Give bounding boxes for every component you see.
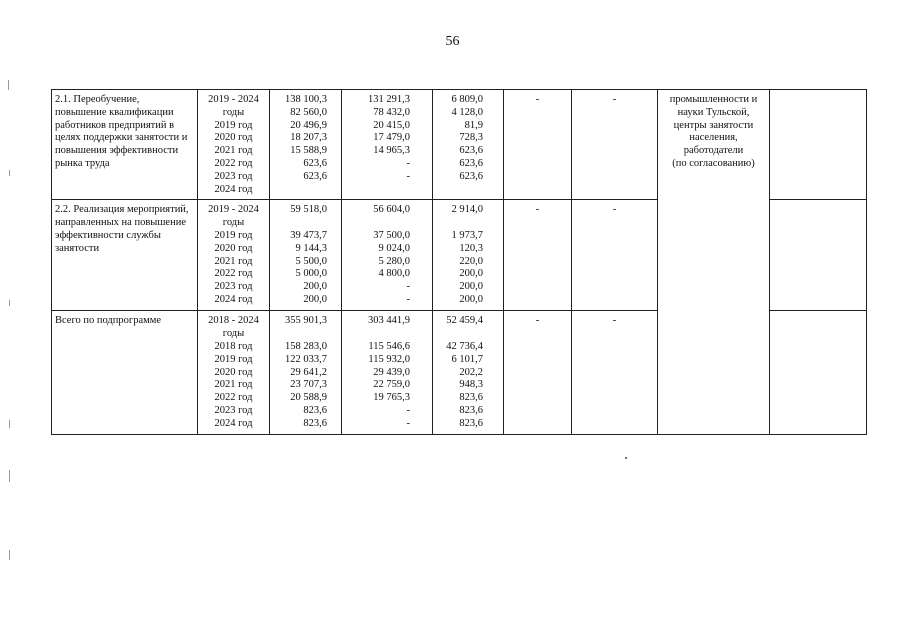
row-periods: 2019 - 2024 годы 2019 год 2020 год 2021 год 2022 год 2023 год 2024 год xyxy=(198,90,270,200)
row-col6: - xyxy=(504,90,572,200)
scan-mark xyxy=(9,420,10,428)
row-total: 355 901,3 158 283,0 122 033,7 29 641,2 23 707,3 20 588,9 823,6 823,6 xyxy=(270,311,342,434)
scan-mark xyxy=(9,170,10,176)
program-table xyxy=(51,89,867,435)
table-row xyxy=(52,90,867,200)
row-description: Всего по подпрограмме xyxy=(52,311,198,434)
row-total: 59 518,0 39 473,7 9 144,3 5 500,0 5 000,0 200,0 200,0 xyxy=(270,200,342,311)
scan-mark xyxy=(9,550,10,560)
scan-mark xyxy=(8,80,9,90)
row-regional: 6 809,0 4 128,0 81,9 728,3 623,6 623,6 623,6 xyxy=(433,90,504,200)
row-col6: - xyxy=(504,311,572,434)
row-total: 138 100,3 82 560,0 20 496,9 18 207,3 15 588,9 623,6 623,6 xyxy=(270,90,342,200)
scan-dot xyxy=(625,457,627,459)
empty-cell xyxy=(770,90,867,200)
row-federal: 131 291,3 78 432,0 20 415,0 17 479,0 14 965,3 - - xyxy=(342,90,433,200)
row-regional: 2 914,0 1 973,7 120,3 220,0 200,0 200,0 200,0 xyxy=(433,200,504,311)
row-description: 2.2. Реализация мероприятий, направленных на повышение эффективности службы занятости xyxy=(52,200,198,311)
row-col6: - xyxy=(504,200,572,311)
row-periods: 2018 - 2024 годы 2018 год 2019 год 2020 год 2021 год 2022 год 2023 год 2024 год xyxy=(198,311,270,434)
row-regional: 52 459,4 42 736,4 6 101,7 202,2 948,3 823,6 823,6 823,6 xyxy=(433,311,504,434)
row-col7: - xyxy=(572,200,658,311)
row-col7: - xyxy=(572,311,658,434)
executors-cell: промышленности и науки Тульской, центры занятости населения, работодатели (по согласованию) xyxy=(658,90,770,435)
scan-mark xyxy=(9,300,10,306)
row-description: 2.1. Переобучение, повышение квалификации работников предприятий в целях поддержки занятости и повышения эффективности рынка труда xyxy=(52,90,198,200)
page-number: 56 xyxy=(445,34,460,49)
row-federal: 303 441,9 115 546,6 115 932,0 29 439,0 22 759,0 19 765,3 - - xyxy=(342,311,433,434)
empty-cell xyxy=(770,200,867,311)
row-col7: - xyxy=(572,90,658,200)
scan-mark xyxy=(9,470,10,482)
empty-cell xyxy=(770,311,867,434)
row-federal: 56 604,0 37 500,0 9 024,0 5 280,0 4 800,0 - - xyxy=(342,200,433,311)
row-periods: 2019 - 2024 годы 2019 год 2020 год 2021 год 2022 год 2023 год 2024 год xyxy=(198,200,270,311)
